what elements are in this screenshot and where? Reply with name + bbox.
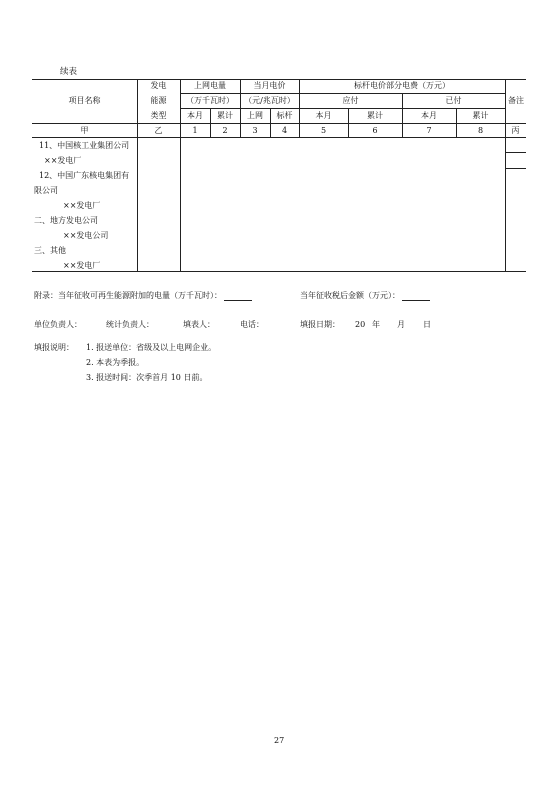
- header-remarks: 备注: [508, 96, 524, 105]
- header-energy-type-2: 能源: [150, 96, 167, 105]
- header-monthly-price-unit: （元/兆瓦时）: [244, 96, 295, 105]
- header-cumulative: 累计: [217, 111, 233, 120]
- header-payable-this-month: 本月: [315, 111, 332, 120]
- page-number: 27: [274, 736, 285, 745]
- header-grid: 上网: [247, 111, 263, 120]
- header-grid-power: 上网电量: [194, 81, 226, 90]
- row-label: 12、中国广东核电集团有: [39, 171, 130, 180]
- header-paid-this-month: 本月: [421, 111, 437, 120]
- row-label: ××发电公司: [63, 231, 109, 240]
- index-cell: 6: [372, 126, 378, 135]
- month-label: 月: [397, 320, 405, 329]
- index-cell: 8: [477, 126, 484, 135]
- row-label: ××发电厂: [63, 201, 101, 210]
- day-label: 日: [423, 320, 431, 329]
- index-cell: 3: [252, 126, 258, 135]
- index-cell: 乙: [154, 126, 163, 135]
- notes-label: 填报说明：: [34, 343, 74, 352]
- header-monthly-price: 当月电价: [253, 81, 286, 90]
- header-grid-power-unit: （万千瓦时）: [186, 96, 234, 105]
- header-paid-cumulative: 累计: [472, 111, 489, 120]
- header-energy-type-1: 发电: [150, 81, 167, 90]
- row-label: ××发电厂: [63, 261, 101, 270]
- index-cell: 2: [222, 126, 228, 135]
- header-payable-cumulative: 累计: [367, 111, 383, 120]
- unit-head-label: 单位负责人：: [34, 320, 82, 329]
- appendix-electricity-label: 附录：当年征收可再生能源附加的电量（万千瓦时）：: [34, 291, 222, 300]
- appendix-line-1: [34, 291, 252, 301]
- year-prefix: 20: [355, 320, 366, 329]
- continued-label: 续表: [60, 67, 78, 77]
- stat-head-label: 统计负责人：: [106, 320, 154, 329]
- header-benchmark: 标杆: [276, 111, 293, 120]
- filler-label: 填表人：: [183, 320, 215, 329]
- row-label: 限公司: [34, 186, 58, 195]
- row-label: 二、地方发电公司: [34, 216, 98, 225]
- index-cell: 丙: [511, 126, 520, 135]
- header-payable: 应付: [342, 96, 359, 105]
- index-cell: 甲: [80, 126, 89, 135]
- row-label: 三、其他: [34, 246, 66, 255]
- appendix-amount-label: 当年征收税后金额（万元）：: [300, 291, 400, 300]
- note-item: 1. 报送单位：省级及以上电网企业。: [86, 343, 217, 352]
- year-label: 年: [372, 320, 380, 329]
- appendix-line-2: [300, 291, 430, 301]
- note-item: 3. 报送时间：次季首月 10 日前。: [86, 373, 208, 382]
- index-cell: 5: [320, 126, 327, 135]
- header-this-month: 本月: [187, 111, 203, 120]
- index-cell: 7: [426, 126, 432, 135]
- header-paid: 已付: [445, 96, 462, 105]
- date-label: 填报日期：: [300, 320, 340, 329]
- note-item: 2. 本表为季报。: [86, 358, 145, 367]
- row-label: 11、中国核工业集团公司: [39, 141, 130, 150]
- header-benchmark-fee: 标杆电价部分电费（万元）: [354, 81, 450, 90]
- header-project-name: 项目名称: [68, 96, 101, 105]
- header-energy-type-3: 类型: [150, 111, 167, 120]
- appendix-electricity-blank[interactable]: [224, 291, 252, 301]
- index-cell: 4: [281, 126, 288, 135]
- phone-label: 电话：: [240, 320, 264, 329]
- row-label: ××发电厂: [44, 156, 82, 165]
- index-cell: 1: [192, 126, 198, 135]
- appendix-amount-blank[interactable]: [402, 291, 430, 301]
